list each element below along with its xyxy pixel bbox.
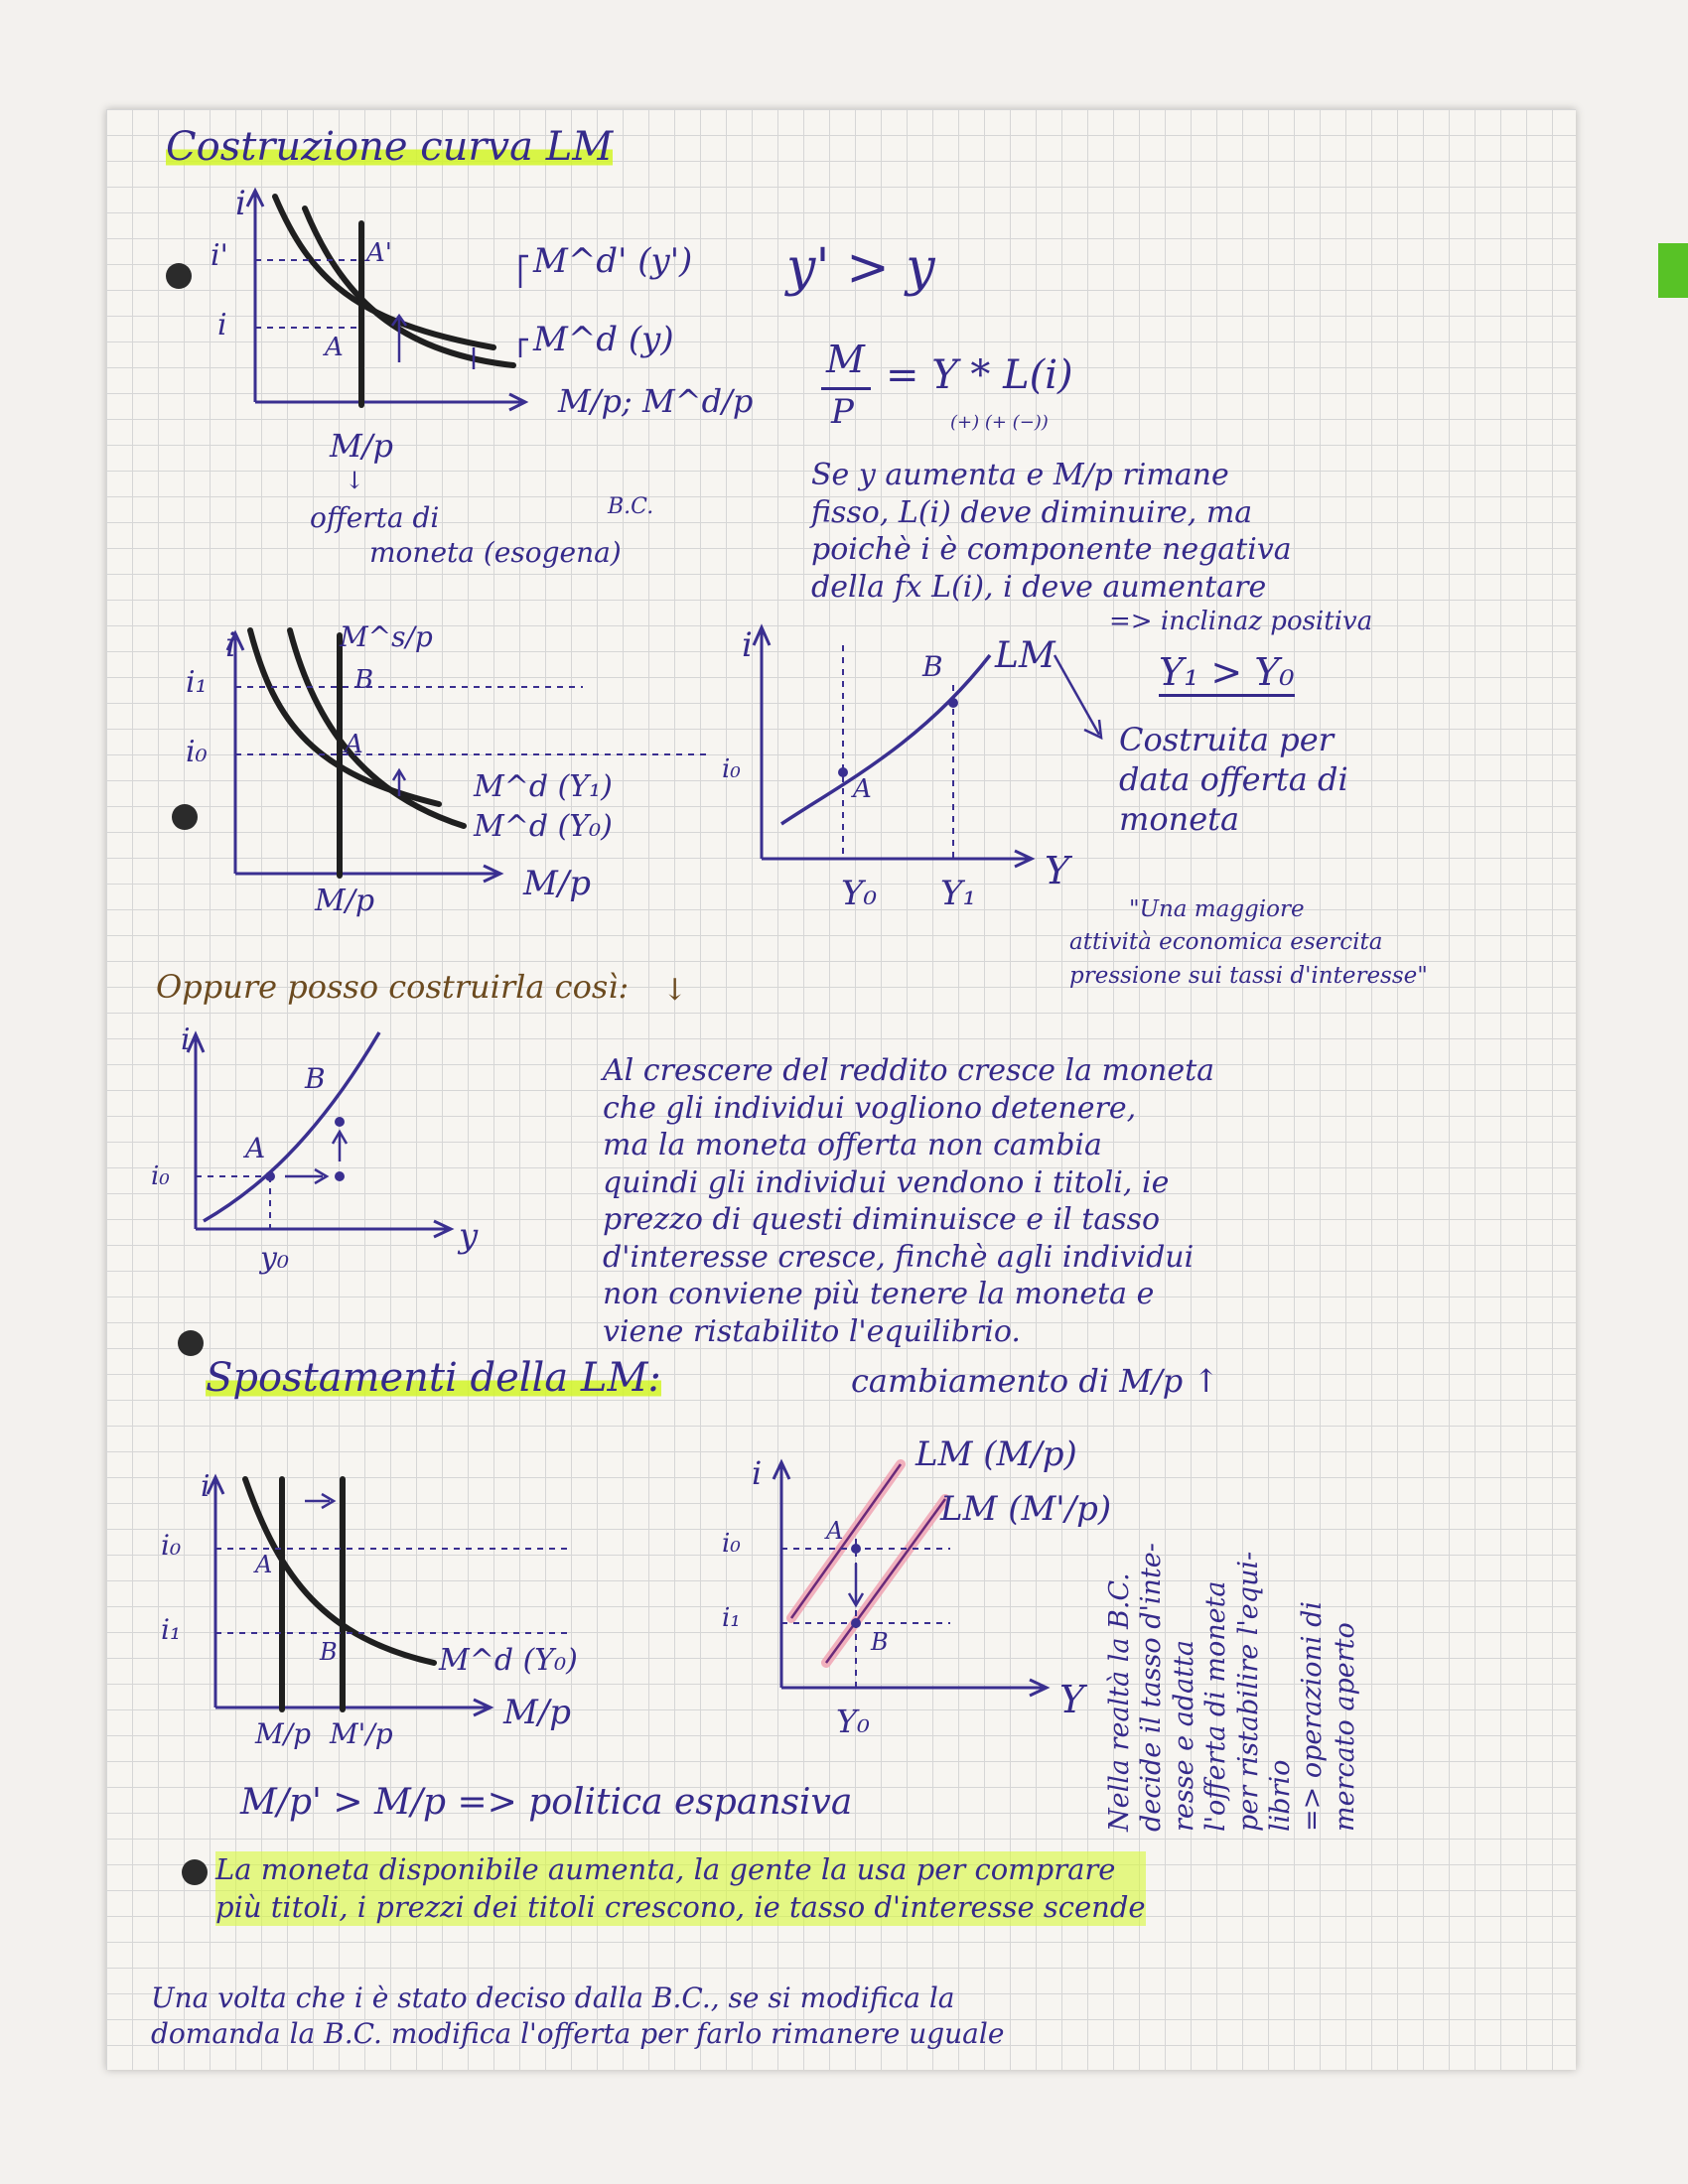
graph4-x-axis-label: y (459, 1216, 479, 1256)
side-note-line: => operazioni di (1297, 1601, 1329, 1832)
graph3-x-tick-y0: Y₀ (841, 874, 878, 913)
graph2-x-tick: M/p (315, 884, 375, 918)
graph1-curve-label-md: M^d (y) (533, 320, 674, 359)
page-title: Costruzione curva LM (166, 124, 614, 170)
graph6-point-b: B (871, 1628, 889, 1656)
graph5-tick-i1: i₁ (161, 1613, 182, 1646)
graph4-point-b: B (305, 1062, 326, 1095)
explanation-2-line: quindi gli individui vendono i titoli, ie (603, 1164, 1170, 1200)
graph1-tick-i-prime: i' (211, 238, 228, 273)
footer-line: domanda la B.C. modifica l'offerta per farlo rimanere uguale (151, 2017, 1005, 2051)
graph1-curve-label-md-prime: M^d' (y') (533, 241, 693, 281)
eq-m: M (826, 338, 865, 381)
graph6-curve-label-lm-prime: LM (M'/p) (940, 1489, 1112, 1529)
explanation-2-line: che gli individui vogliono detenere, (603, 1090, 1137, 1126)
graph2-tick-i0: i₀ (186, 735, 208, 769)
side-note-line: librio (1264, 1759, 1296, 1832)
note3-line: Costruita per (1119, 721, 1334, 758)
graph5-tick-i0: i₀ (161, 1529, 182, 1562)
graph2-y-axis-label: i (225, 625, 236, 665)
punch-hole (182, 1859, 208, 1885)
graph6-y-axis-label: i (752, 1454, 763, 1492)
graph1-bc-note: B.C. (608, 494, 654, 519)
graph5-point-b: B (320, 1638, 338, 1666)
graph-lm-shift (106, 109, 1198, 1797)
graph2-point-b: B (354, 665, 374, 695)
arrow-down-icon: ↓ (662, 973, 688, 1008)
graph6-tick-i0: i₀ (722, 1529, 741, 1559)
graph3-curve-label-lm: LM (995, 635, 1055, 676)
explanation-2-line: d'interesse cresce, finchè agli individui (603, 1239, 1195, 1275)
graph4-point-a: A (245, 1132, 266, 1164)
graph6-x-tick-y0: Y₀ (836, 1703, 870, 1740)
quote-line: pressione sui tassi d'interesse" (1069, 962, 1428, 989)
graph2-x-axis-label: M/p (523, 864, 592, 903)
graph6-tick-i1: i₁ (722, 1603, 741, 1633)
graph2-tick-i1: i₁ (186, 665, 208, 700)
graph1-supply-note-2: moneta (esogena) (369, 536, 622, 569)
graph6-x-axis-label: Y (1059, 1678, 1085, 1721)
inequality-y-prime: y' > y (786, 238, 935, 298)
side-note (1104, 1375, 1361, 1832)
footer-line: Una volta che i è stato deciso dalla B.C., se si modifica la (151, 1981, 955, 2014)
notebook-page (106, 109, 1576, 2070)
graph3-x-axis-label: Y (1045, 849, 1070, 892)
shift-subheading: cambiamento di M/p ↑ (851, 1362, 1220, 1400)
shift-heading: Spostamenti della LM: (206, 1355, 661, 1401)
note3-line: data offerta di (1119, 760, 1348, 798)
graph3-tick-i0: i₀ (722, 754, 741, 784)
explanation-3-line: più titoli, i prezzi dei titoli crescono, ie tasso d'interesse scende (215, 1889, 1146, 1927)
explanation-3 (215, 1851, 1146, 1926)
explanation-2-line: prezzo di questi diminuisce e il tasso (603, 1202, 1161, 1237)
graph3-y-axis-label: i (742, 625, 753, 665)
graph3-x-tick-y1: Y₁ (940, 874, 977, 913)
graph2-curve-label-y1: M^d (Y₁) (474, 769, 613, 804)
graph5-curve-label: M^d (Y₀) (439, 1643, 578, 1678)
side-note-line: decide il tasso d'inte- (1136, 1543, 1168, 1832)
graph4-x-tick-y0: y₀ (260, 1241, 289, 1276)
note3-line: moneta (1119, 800, 1240, 838)
note3-inequality: Y₁ > Y₀ (1159, 650, 1295, 697)
explanation-2-line: non conviene più tenere la moneta e (603, 1277, 1155, 1311)
explanation-2-line: ma la moneta offerta non cambia (603, 1128, 1102, 1162)
explanation-1-line: della fx L(i), i deve aumentare (811, 569, 1267, 605)
graph1-x-axis-label: M/p; M^d/p (558, 382, 754, 420)
graph5-x-tick-mprime: M'/p (330, 1717, 393, 1750)
graph5-x-tick-mp: M/p (255, 1717, 312, 1750)
explanation-3-line: La moneta disponibile aumenta, la gente la usa per comprare (215, 1851, 1146, 1889)
graph1-tick-i: i (217, 308, 227, 342)
graph6-point-a: A (826, 1517, 844, 1545)
graph3-point-b: B (922, 650, 943, 683)
graph1-supply-note-1: offerta di (310, 501, 440, 534)
graph5-point-a: A (255, 1551, 273, 1578)
arrow-down-icon: ↓ (345, 467, 365, 494)
graph1-supply-label: M/p (330, 427, 394, 465)
footer-note (151, 1980, 1004, 2053)
explanation-1-line: => inclinaz positiva (1109, 607, 1373, 636)
side-note-line: per ristabilire l'equi- (1232, 1551, 1264, 1832)
eq-rhs: = Y * L(i) (886, 352, 1073, 398)
quote-line: "Una maggiore (1129, 896, 1305, 922)
graph2-point-a: A (345, 730, 363, 759)
explanation-2-line: viene ristabilito l'equilibrio. (603, 1313, 1021, 1349)
graph2-curve-label-y0: M^d (Y₀) (474, 809, 613, 844)
explanation-1-line: Se y aumenta e M/p rimane (811, 458, 1229, 492)
graph1-point-a-prime: A' (366, 238, 392, 268)
eq-signs: (+) (+ (−)) (950, 412, 1049, 433)
explanation-1-line: poichè i è componente negativa (811, 532, 1292, 567)
graph5-x-axis-label: M/p (503, 1693, 572, 1732)
side-note-line: l'offerta di moneta (1200, 1580, 1232, 1832)
graph1-point-a: A (325, 333, 344, 362)
graph6-curve-label-lm: LM (M/p) (915, 1434, 1077, 1474)
eq-p: P (831, 392, 854, 432)
alt-heading: Oppure posso costruirla così: (156, 968, 630, 1006)
graph5-y-axis-label: i (201, 1469, 211, 1504)
graph3-point-a: A (853, 774, 872, 804)
explanation-2-line: Al crescere del reddito cresce la moneta (603, 1053, 1215, 1088)
graph1-y-axis-label: i (235, 184, 246, 223)
quote-line: attività economica esercita (1069, 929, 1383, 956)
graph4-y-axis-label: i (181, 1023, 191, 1057)
side-note-line: Nella realtà la B.C. (1104, 1572, 1135, 1832)
side-note-line: resse e adatta (1168, 1640, 1199, 1832)
side-note-line: mercato aperto (1329, 1622, 1360, 1832)
graph2-supply-label: M^s/p (340, 620, 433, 653)
explanation-1-line: fisso, L(i) deve diminuire, ma (811, 494, 1253, 530)
sticky-tab (1658, 243, 1688, 298)
graph4-tick-i0: i₀ (151, 1161, 170, 1191)
policy-statement: M/p' > M/p => politica espansiva (240, 1782, 853, 1823)
